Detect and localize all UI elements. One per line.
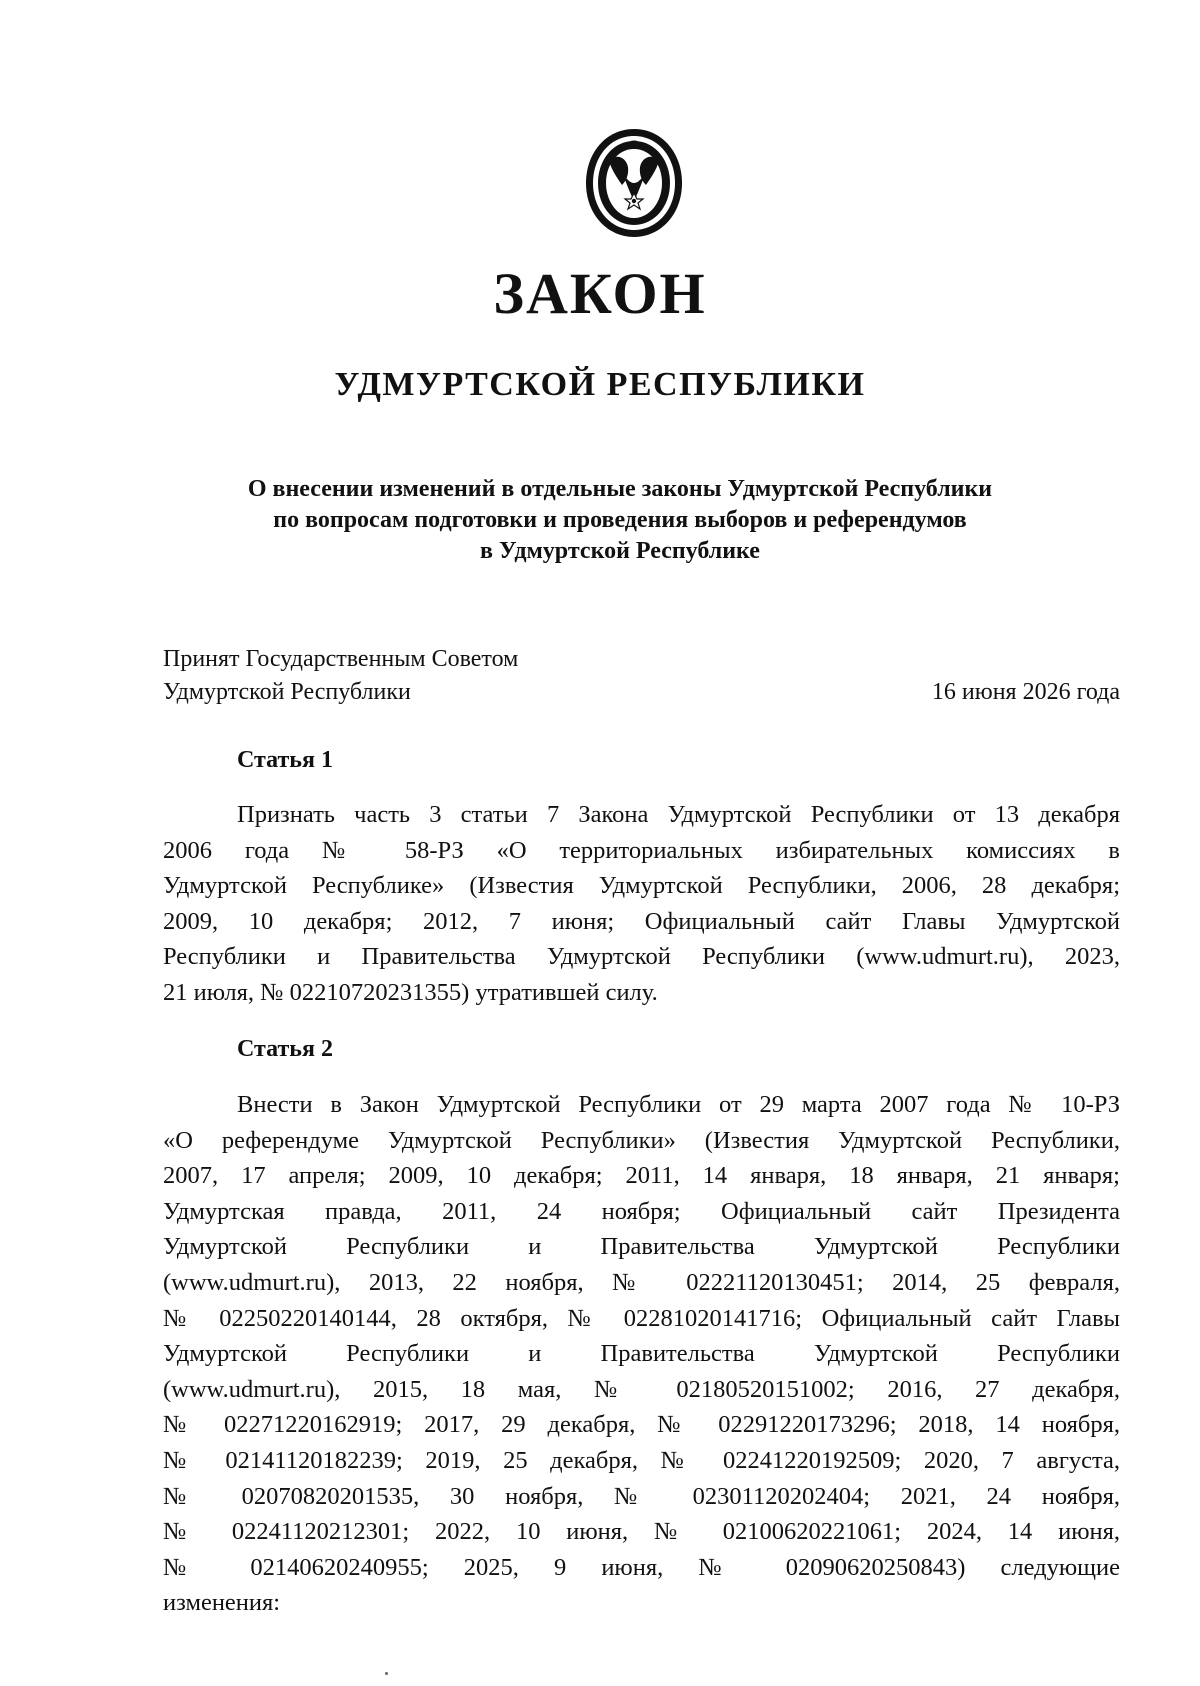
text-line: № 02241120212301; 2022, 10 июня, № 02100620221061; 2024, 14 июня, (163, 1518, 1120, 1546)
law-subtitle: УДМУРТСКОЙ РЕСПУБЛИКИ (334, 366, 866, 403)
text-line: Удмуртской Республики и Правительства Удмуртской Республики (163, 1340, 1120, 1368)
text-line: 21 июля, № 02210720231355) утратившей силу. (163, 978, 658, 1006)
text-line: 2009, 10 декабря; 2012, 7 июня; Официальный сайт Главы Удмуртской (163, 907, 1120, 935)
text-line: изменения: (163, 1589, 281, 1617)
text-line: № 02271220162919; 2017, 29 декабря, № 02291220173296; 2018, 14 ноября, (163, 1411, 1120, 1439)
text-line: Республики и Правительства Удмуртской Республики (www.udmurt.ru), 2023, (163, 943, 1120, 971)
text-line: Удмуртской Республики и Правительства Удмуртской Республики (163, 1233, 1120, 1261)
text-line: (www.udmurt.ru), 2015, 18 мая, № 02180520151002; 2016, 27 декабря, (163, 1375, 1120, 1403)
text-line: 2006 года № 58-РЗ «О территориальных избирательных комиссиях в (163, 836, 1120, 864)
adopted-by (163, 643, 518, 709)
article-1-text (163, 797, 1120, 1011)
text-line: № 02250220140144, 28 октября, № 02281020141716; Официальный сайт Главы (163, 1304, 1120, 1332)
text-line: Удмуртская правда, 2011, 24 ноября; Официальный сайт Президента (163, 1197, 1120, 1225)
heading-line: в Удмуртской Республике (480, 538, 760, 564)
heading-line: О внесении изменений в отдельные законы Удмуртской Республики (247, 476, 993, 502)
text-line: Удмуртской Республике» (Известия Удмуртской Республики, 2006, 28 декабря; (163, 872, 1120, 900)
law-title: ЗАКОН (493, 261, 707, 326)
text-line: № 02140620240955; 2025, 9 июня, № 02090620250843) следующие (163, 1553, 1120, 1581)
text-line: «О референдуме Удмуртской Республики» (Известия Удмуртской Республики, (163, 1126, 1120, 1154)
heading-line: по вопросам подготовки и проведения выборов и референдумов (273, 507, 967, 533)
article-2-text (163, 1087, 1120, 1621)
text-line: № 02141120182239; 2019, 25 декабря, № 02241220192509; 2020, 7 августа, (163, 1446, 1120, 1474)
adopted-date: 16 июня 2026 года (931, 679, 1120, 705)
text-line: Признать часть 3 статьи 7 Закона Удмуртской Республики от 13 декабря (237, 801, 1120, 828)
scan-speck (385, 1672, 388, 1675)
text-line: (www.udmurt.ru), 2013, 22 ноября, № 02221120130451; 2014, 25 февраля, (163, 1268, 1120, 1296)
text-line: № 02070820201535, 30 ноября, № 02301120202404; 2021, 24 ноября, (163, 1482, 1120, 1510)
article-1-title: Статья 1 (237, 747, 333, 773)
law-heading (190, 474, 1050, 567)
adopted-line: Принят Государственным Советом (163, 646, 519, 672)
text-line: 2007, 17 апреля; 2009, 10 декабря; 2011, 14 января, 18 января, 21 января; (163, 1162, 1120, 1190)
coat-of-arms-icon (582, 123, 686, 241)
text-line: Внести в Закон Удмуртской Республики от 29 марта 2007 года № 10-РЗ (237, 1091, 1120, 1118)
article-2-title: Статья 2 (237, 1036, 333, 1062)
adopted-line: Удмуртской Республики (163, 679, 411, 705)
